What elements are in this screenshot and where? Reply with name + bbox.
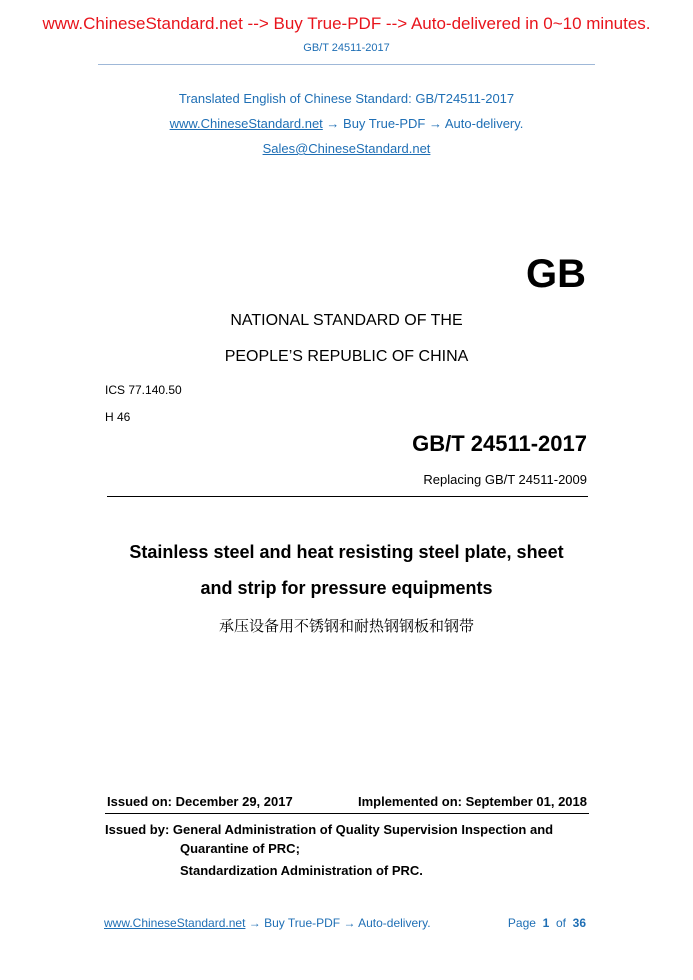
document-title-chinese: 承压设备用不锈钢和耐热钢钢板和钢带 — [218, 617, 474, 635]
issued-by-line-2: Quarantine of PRC; — [180, 841, 300, 856]
running-header-code: GB/T 24511-2017 — [303, 42, 390, 54]
title-divider — [107, 496, 588, 497]
sales-email-link[interactable]: Sales@ChineseStandard.net — [262, 141, 431, 156]
footer-site-link[interactable]: www.ChineseStandard.net — [104, 916, 246, 930]
page-label: Page — [507, 916, 536, 930]
national-standard-line-1: NATIONAL STANDARD OF THE — [230, 312, 463, 329]
ics-code: ICS 77.140.50 — [105, 383, 182, 397]
page-of: of — [555, 916, 566, 930]
page-indicator — [508, 916, 586, 930]
footer-buy-text: → Buy True-PDF → Auto-delivery. — [245, 916, 431, 930]
page-total: 36 — [572, 916, 586, 930]
document-title-line-1: Stainless steel and heat resisting steel plate, sheet — [129, 542, 564, 562]
page-current: 1 — [542, 916, 550, 930]
header-divider — [98, 64, 595, 65]
implemented-on-date: Implemented on: September 01, 2018 — [357, 794, 587, 809]
buy-text: → Buy True-PDF → Auto-delivery. — [322, 116, 524, 131]
issued-on-date: Issued on: December 29, 2017 — [107, 794, 293, 809]
site-link[interactable]: www.ChineseStandard.net — [169, 116, 323, 131]
national-standard-line-2: PEOPLE’S REPUBLIC OF CHINA — [224, 348, 469, 365]
issue-divider — [105, 813, 589, 814]
issued-by-line-1: Issued by: General Administration of Quality Supervision Inspection and — [105, 822, 554, 837]
buy-line — [0, 116, 693, 131]
sales-line — [0, 141, 693, 156]
classification-code: H 46 — [105, 410, 131, 424]
translated-note: Translated English of Chinese Standard: GB/T24511-2017 — [178, 91, 515, 106]
top-banner-link[interactable]: www.ChineseStandard.net --> Buy True-PDF --> Auto-delivered in 0~10 minutes. — [42, 14, 651, 33]
standard-number: GB/T 24511-2017 — [412, 431, 587, 456]
gb-mark: GB — [526, 252, 586, 296]
issued-by-line-3: Standardization Administration of PRC. — [180, 863, 423, 878]
footer-line — [104, 916, 431, 930]
replacing-note: Replacing GB/T 24511-2009 — [423, 472, 587, 487]
document-title-line-2: and strip for pressure equipments — [200, 578, 493, 598]
